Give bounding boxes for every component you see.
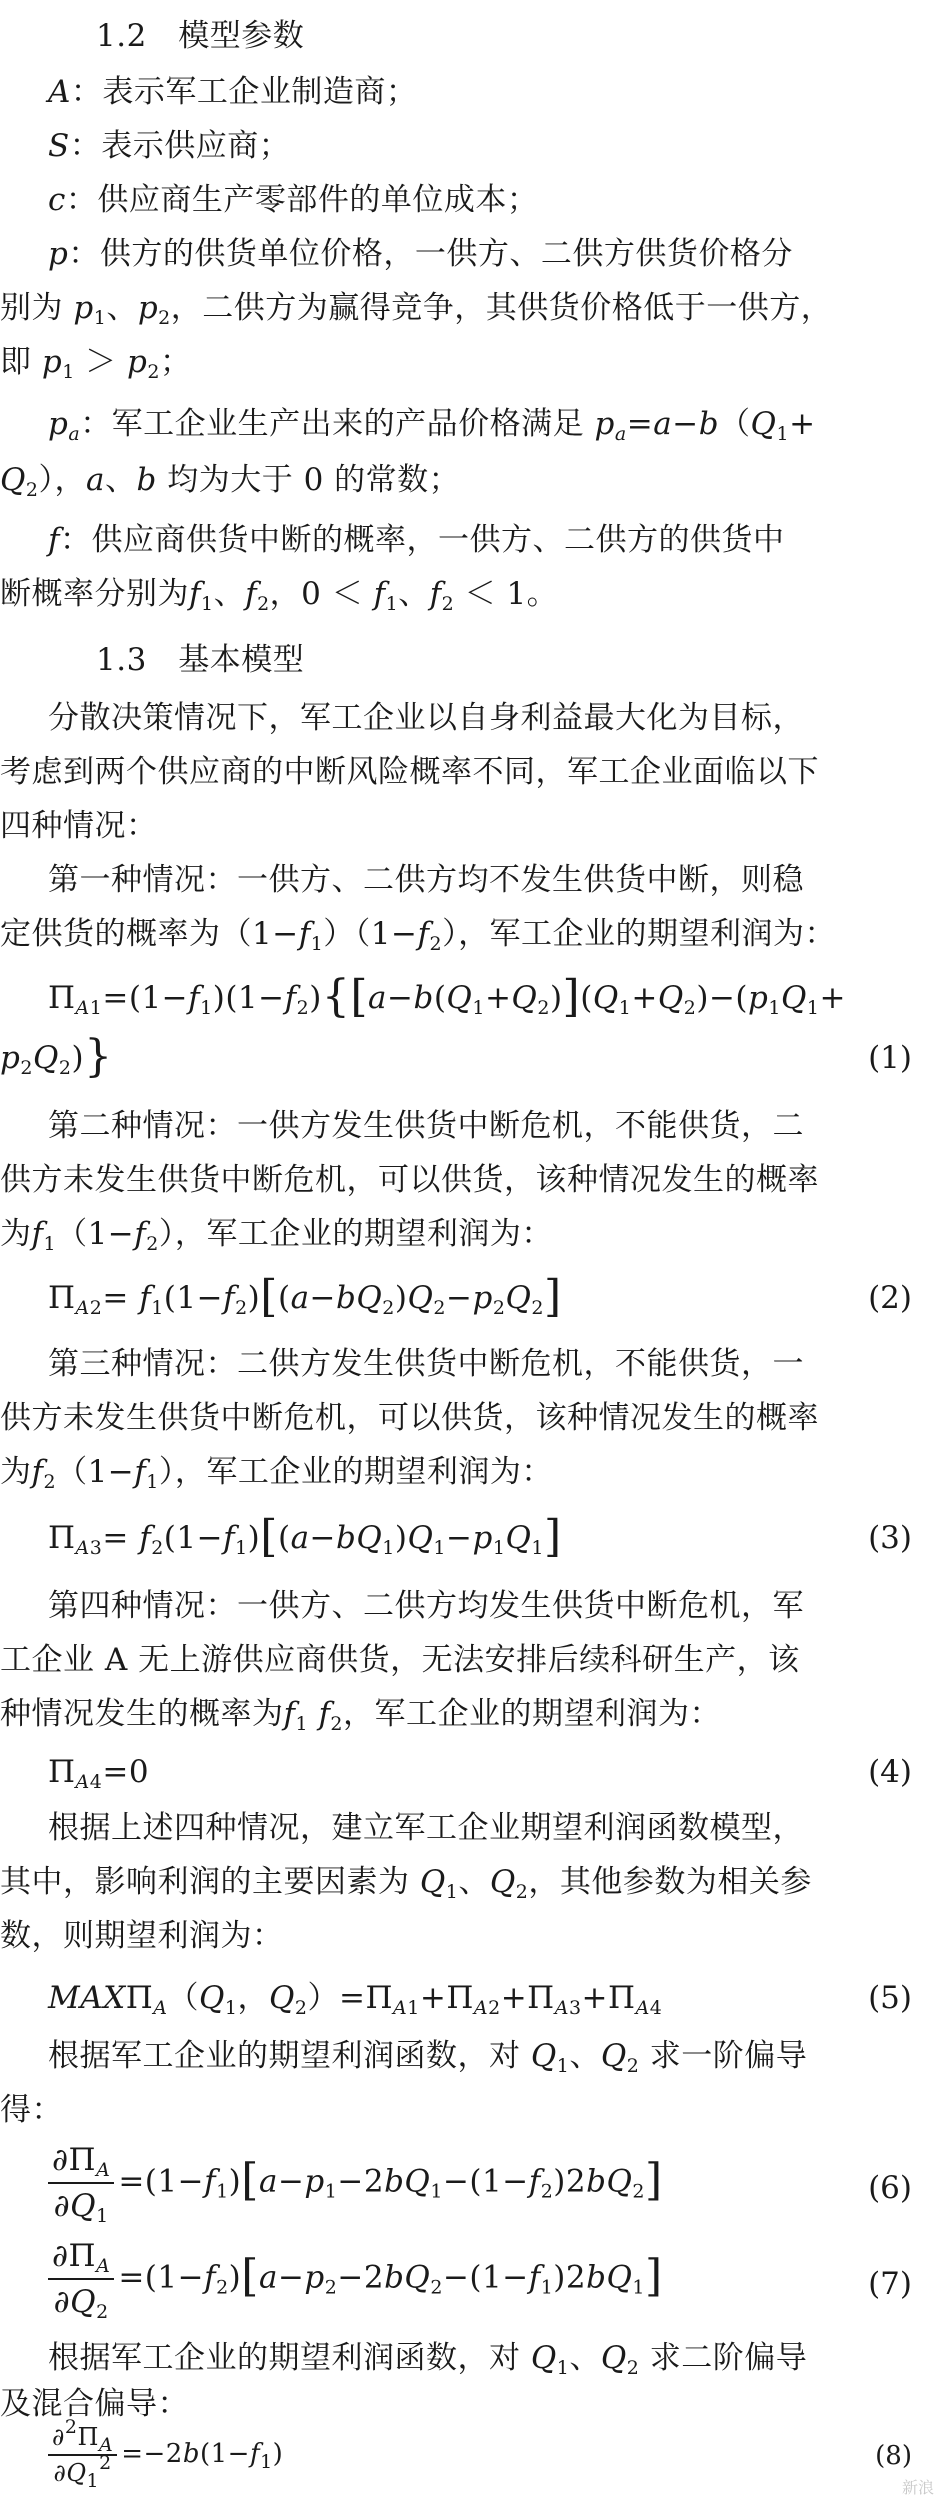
equation-number-4: (4) xyxy=(868,1754,912,1790)
equation-number-7: (7) xyxy=(868,2266,912,2302)
equation-number-2: (2) xyxy=(868,1280,912,1316)
param-c: c：供应商生产零部件的单位成本； xyxy=(48,182,539,218)
equation-1-line2: $p_2Q_2$)} xyxy=(0,1031,113,1082)
case2-line1: 第二种情况：一供方发生供货中断危机，不能供货，二 xyxy=(48,1108,804,1144)
case4-line3: 种情况发生的概率为$f_1$ $f_2$，军工企业的期望利润为： xyxy=(0,1696,722,1735)
second-derivative-line2: 及混合偏导： xyxy=(0,2386,189,2422)
case1-line2: 定供货的概率为$(1-f_1)(1-f_2)$，军工企业的期望利润为： xyxy=(0,916,837,955)
case3-line2: 供方未发生供货中断危机，可以供货，该种情况发生的概率 xyxy=(0,1400,819,1436)
first-derivative-line1: 根据军工企业的期望利润函数，对 $Q_1$、$Q_2$ 求一阶偏导 xyxy=(48,2038,808,2077)
fraction: $\frac{\partial\Pi_A}{\partial Q_2}$ xyxy=(48,2236,114,2322)
equation-number-1: (1) xyxy=(868,1040,912,1076)
section-heading-1-3: 1.3 基本模型 xyxy=(96,642,305,678)
case3-line1: 第三种情况：二供方发生供货中断危机，不能供货，一 xyxy=(48,1346,804,1382)
model-line3: 数，则期望利润为： xyxy=(0,1918,284,1954)
case1-line1: 第一种情况：一供方、二供方均不发生供货中断，则稳 xyxy=(48,862,804,898)
param-pa-line1: $p_a$：军工企业生产出来的产品价格满足 $p_a=a-b(Q_1+$ xyxy=(48,406,816,445)
param-f-line1: f：供应商供货中断的概率，一供方、二供方的供货中 xyxy=(48,522,785,558)
equation-number-3: (3) xyxy=(868,1520,912,1556)
param-p-line2: 别为 $p_1$、$p_2$，二供方为赢得竞争，其供货价格低于一供方， xyxy=(0,290,833,329)
param-p-line1: p：供方的供货单位价格，一供方、二供方供货价格分 xyxy=(48,236,793,272)
first-derivative-line2: 得： xyxy=(0,2092,63,2128)
param-p-line3: 即 $p_1 > p_2$； xyxy=(0,344,192,383)
equation-number-6: (6) xyxy=(868,2170,912,2206)
equation-1-line1: $\Pi_{A1}=(1-f_1)(1-f_2)\{[a-b(Q_1+Q_2)](Q_1+Q_2)-(p_1Q_1+$ xyxy=(48,971,846,1022)
intro-line3: 四种情况： xyxy=(0,808,158,844)
param-f-line2: 断概率分别为$f_1$、$f_2$，$0 < f_1$、$f_2 < 1$。 xyxy=(0,576,559,615)
case4-line1: 第四种情况：一供方、二供方均发生供货中断危机，军 xyxy=(48,1588,804,1624)
param-pa-line2: $Q_2$），a、b 均为大于 0 的常数； xyxy=(0,462,461,501)
equation-number-8: (8) xyxy=(875,2441,912,2471)
model-line1: 根据上述四种情况，建立军工企业期望利润函数模型， xyxy=(48,1810,804,1846)
case2-line3: 为$f_1(1-f_2)$，军工企业的期望利润为： xyxy=(0,1216,553,1255)
intro-line1: 分散决策情况下，军工企业以自身利益最大化为目标， xyxy=(48,700,804,736)
equation-5: $MAX\Pi_A(Q_1$，$Q_2)=\Pi_{A1}+\Pi_{A2}+\Pi_{A3}+\Pi_{A4}$ xyxy=(48,1980,663,2019)
model-line2: 其中，影响利润的主要因素为 $Q_1$、$Q_2$，其他参数为相关参 xyxy=(0,1864,812,1903)
fraction: $\frac{\partial\Pi_A}{\partial Q_1}$ xyxy=(48,2140,114,2226)
case2-line2: 供方未发生供货中断危机，可以供货，该种情况发生的概率 xyxy=(0,1162,819,1198)
equation-7: $\frac{\partial\Pi_A}{\partial Q_2}$ $=(1-f_2)[a-p_2-2bQ_2-(1-f_1)2bQ_1]$ xyxy=(48,2236,948,2322)
second-derivative-line1: 根据军工企业的期望利润函数，对 $Q_1$、$Q_2$ 求二阶偏导 xyxy=(48,2340,808,2379)
section-heading-1-2: 1.2 模型参数 xyxy=(96,18,305,54)
equation-4: $\Pi_{A4}=0$ xyxy=(48,1754,150,1793)
intro-line2: 考虑到两个供应商的中断风险概率不同，军工企业面临以下 xyxy=(0,754,819,790)
equation-8: $\frac{\partial^2\Pi_A}{\partial Q_1^2}$ $=-2b(1-f_1)$ xyxy=(48,2422,948,2488)
param-S: S：表示供应商； xyxy=(48,128,291,164)
watermark: 新浪 xyxy=(901,2478,934,2497)
equation-6: $\frac{\partial\Pi_A}{\partial Q_1}$ $=(1-f_1)[a-p_1-2bQ_1-(1-f_2)2bQ_2]$ xyxy=(48,2140,948,2226)
equation-3: $\Pi_{A3}= f_2(1-f_1)[(a-bQ_1)Q_1-p_1Q_1]$ xyxy=(48,1511,562,1562)
equation-2: $\Pi_{A2}= f_1(1-f_2)[(a-bQ_2)Q_2-p_2Q_2]$ xyxy=(48,1271,562,1322)
equation-number-5: (5) xyxy=(868,1980,912,2016)
case3-line3: 为$f_2(1-f_1)$，军工企业的期望利润为： xyxy=(0,1454,553,1493)
fraction: $\frac{\partial^2\Pi_A}{\partial Q_1^2}$ xyxy=(48,2422,117,2488)
case4-line2: 工企业 A 无上游供应商供货，无法安排后续科研生产，该 xyxy=(0,1642,800,1678)
param-A: A：表示军工企业制造商； xyxy=(48,74,418,110)
